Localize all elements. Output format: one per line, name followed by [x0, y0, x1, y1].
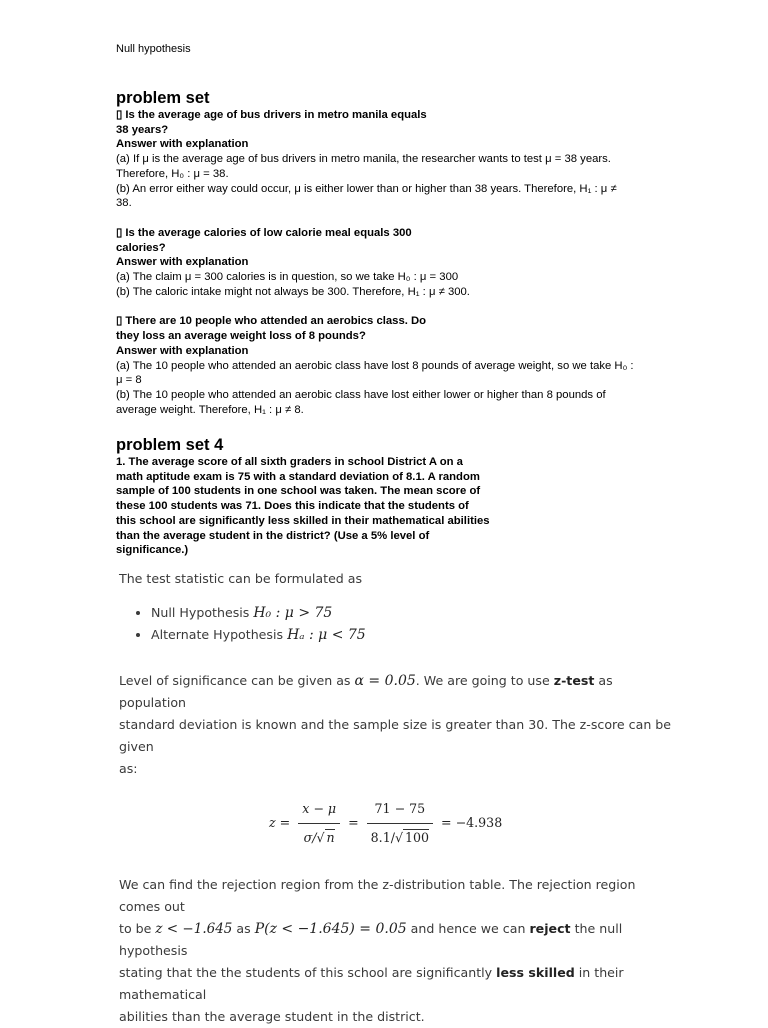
answer-line: (a) If μ is the average age of bus drivers in metro manila, the researcher wants to test μ = 38 years. — [116, 153, 611, 166]
null-hypothesis: • Null Hypothesis H₀ : μ > 75 — [151, 602, 679, 624]
question-line: than the average student in the district? (Use a 5% level of — [116, 529, 430, 542]
answer-heading: Answer with explanation — [116, 138, 249, 151]
significance-paragraph: Level of significance can be given as α = 0.05. We are going to use z-test as population standard deviation is known and the sample size is greater than 30. The z-score can be given as: — [119, 673, 672, 776]
answer-line: 38. — [116, 197, 132, 210]
section-problem-set — [116, 88, 656, 417]
problem-1 — [116, 108, 656, 211]
section-title: problem set 4 — [116, 436, 224, 454]
solution-image — [119, 568, 679, 1028]
question-line: math aptitude exam is 75 with a standard deviation of 8.1. A random — [116, 470, 480, 483]
problem-3 — [116, 314, 656, 417]
answer-line: (b) The 10 people who attended an aerobic class have lost either lower or higher than 8 pounds of — [116, 388, 606, 401]
answer-heading: Answer with explanation — [116, 344, 249, 357]
section-title: problem set — [116, 89, 210, 107]
question-line: significance.) — [116, 544, 189, 557]
answer-line: (b) The caloric intake might not always be 300. Therefore, H₁ : μ ≠ 300. — [116, 285, 470, 298]
document-header: Null hypothesis — [116, 43, 191, 55]
question-line: this school are significantly less skilled in their mathematical abilities — [116, 514, 490, 527]
question: ▯ Is the average calories of low calorie meal equals 300 calories? — [116, 226, 412, 254]
answer-line: (a) The claim μ = 300 calories is in question, so we take H₀ : μ = 300 — [116, 271, 459, 284]
rejection-paragraph: We can find the rejection region from the z-distribution table. The rejection region comes out to be z < −1.645 as P(z < −1.645) = 0.05 and hence we can reject the null hypothesis stating that the the students of this school are significantly less skilled in their mathematical abilities than the average student in the district. — [119, 877, 636, 1024]
answer-line: average weight. Therefore, H₁ : μ ≠ 8. — [116, 403, 304, 416]
question-line: sample of 100 students in one school was taken. The mean score of — [116, 485, 481, 498]
question-line: 1. The average score of all sixth graders in school District A on a — [116, 456, 463, 468]
problem-2 — [116, 226, 656, 300]
question-line: these 100 students was 71. Does this indicate that the students of — [116, 500, 469, 513]
answer-line: μ = 8 — [116, 374, 142, 387]
hypothesis-list — [119, 602, 679, 646]
question: ▯ Is the average age of bus drivers in metro manila equals 38 years? — [116, 109, 427, 136]
fraction-numeric: $\frac{71 - 75}{8.1/√ 100}$ — [367, 798, 433, 849]
solution-intro: The test statistic can be formulated as — [119, 571, 363, 586]
answer-line: (b) An error either way could occur, μ is either lower than or higher than 38 years. Therefore, H₁ : μ ≠ — [116, 182, 617, 195]
bullet-glyph-icon: ▯ — [116, 109, 123, 121]
z-formula: z = $\frac{x - \mu}{\sigma/√ n}$ = $\frac{71 - 75}{8.1/√ 100}$ = −4.938 — [119, 788, 679, 862]
bullet-glyph-icon: ▯ — [116, 315, 123, 328]
answer-heading: Answer with explanation — [116, 256, 249, 269]
answer-line: (a) The 10 people who attended an aerobic class have lost 8 pounds of average weight, so we take H₀ : — [116, 359, 634, 372]
section-problem-set-4 — [116, 435, 656, 558]
answer-line: Therefore, H₀ : μ = 38. — [116, 167, 229, 180]
bullet-glyph-icon: ▯ — [116, 226, 123, 239]
fraction-symbolic: $\frac{x - \mu}{\sigma/√ n}$ — [298, 798, 340, 849]
question: ▯ There are 10 people who attended an aerobics class. Do they loss an average weight loss of 8 pounds? — [116, 315, 427, 343]
alternate-hypothesis: • Alternate Hypothesis Hₐ : μ < 75 — [151, 624, 679, 646]
